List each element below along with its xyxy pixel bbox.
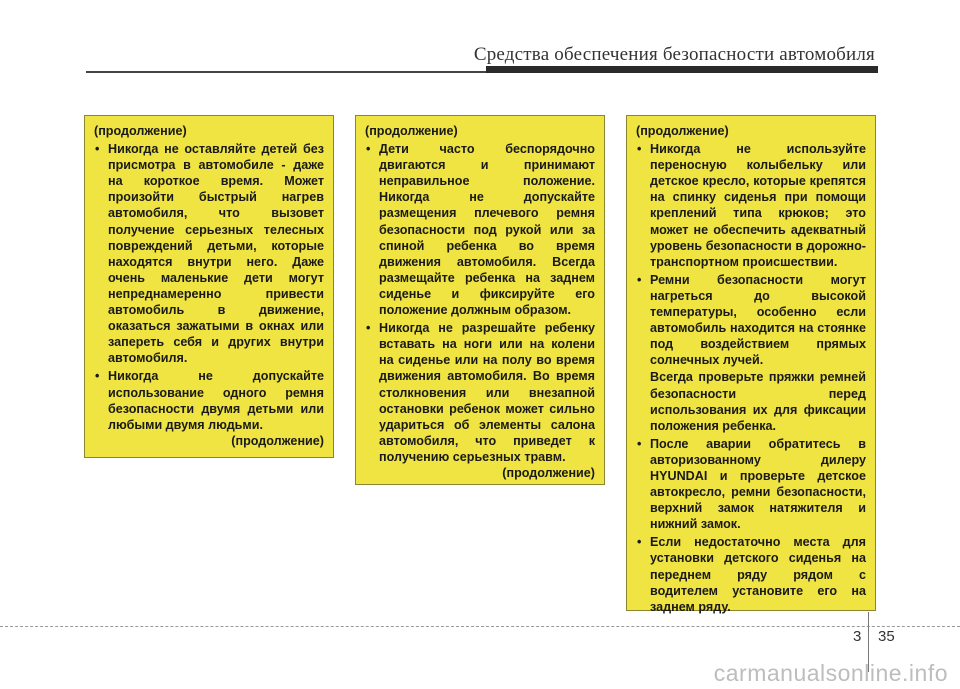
warning-item: • Если недостаточно места для установки детского сиденья на переднем ряду рядом с водителем установите его на заднем ряду. [636, 534, 866, 614]
warning-item: • Никогда не оставляйте детей без присмотра в автомобиле - даже на короткое время. Может произойти быстрый нагрев автомобиля, что вызовет получение серьезных телесных повреждений детьми, которые находятся внутри него. Даже очень маленькие дети могут непреднамеренно привести автомобиль в движение, оказаться зажатыми в окнах или запереть себя и других внутри автомобиля. [94, 141, 324, 366]
warning-item-subtext: Всегда проверьте пряжки ремней безопасности перед использования их для фиксации положения ребенка. [650, 370, 866, 433]
warning-item: • Никогда не разрешайте ребенку вставать на ноги или на колени на сиденье или на полу во время движения автомобиля. Во время столкновения или внезапной остановки ребенок может сильно удариться об элементы салона автомобиля, что приведет к получению серьезных травм. [365, 320, 595, 465]
warning-list [365, 141, 595, 465]
warning-list [636, 141, 866, 615]
warning-item [636, 272, 866, 434]
continued-label: (продолжение) [636, 124, 729, 138]
warning-item: • Дети часто беспорядочно двигаются и принимают неправильное положение. Никогда не допускайте размещения плечевого ремня безопасности под рукой или за спиной ребенка во время движения автомобиля. Всегда размещайте ребенка на заднем сиденье и фиксируйте его положение должным образом. [365, 141, 595, 318]
header-rule [86, 71, 486, 73]
warning-item: • Никогда не допускайте использование одного ремня безопасности двумя детьми или любыми двумя людьми. [94, 368, 324, 432]
footer-divider [0, 626, 960, 627]
warning-list [94, 141, 324, 433]
warning-box-2 [355, 115, 605, 485]
chapter-number: 3 [853, 628, 862, 645]
continued-label: (продолжение) [365, 124, 458, 138]
warning-box-3 [626, 115, 876, 614]
page-header-title: Средства обеспечения безопасности автомобиля [473, 44, 875, 65]
warning-box-1 [84, 115, 334, 458]
warning-item: • Никогда не используйте переносную колыбельку или детское кресло, которые крепятся на спинку сиденья при помощи креплений типа крюков; это может не обеспечить адекватный уровень безопасности в дорожно-транспортном происшествии. [636, 141, 866, 270]
warning-item-text: Ремни безопасности могут нагреться до высокой температуры, особенно если автомобиль находится на стоянке под воздействием прямых солнечных лучей. [650, 272, 866, 368]
watermark: carmanualsonline.info [713, 660, 948, 686]
continued-end-label: (продолжение) [231, 433, 324, 448]
header-rule-bold [486, 66, 878, 73]
page-number: 35 [878, 628, 895, 645]
warning-item: • После аварии обратитесь в авторизованному дилеру HYUNDAI и проверьте детское автокресло, ремни безопасности, верхний замок натяжителя и нижний замок. [636, 436, 866, 533]
continued-end-label: (продолжение) [502, 465, 595, 480]
continued-label: (продолжение) [94, 124, 187, 138]
